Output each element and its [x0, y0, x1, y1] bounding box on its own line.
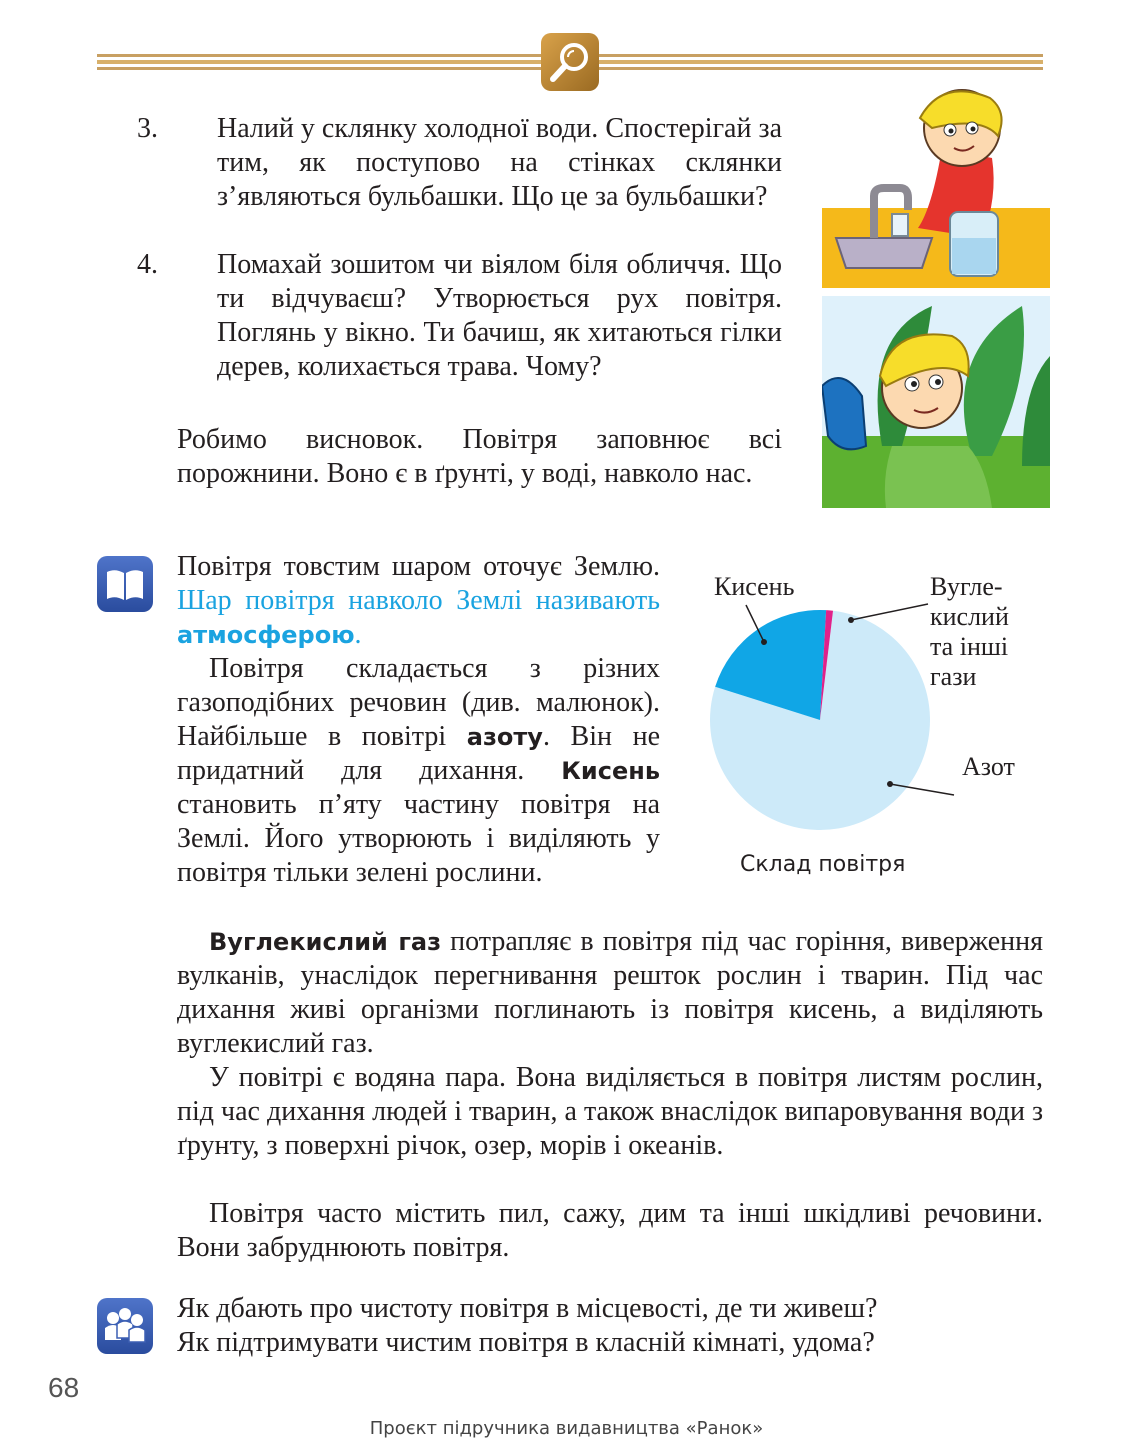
question-2: Як підтримувати чистим повітря в класній кімнаті, удома?: [177, 1327, 875, 1358]
p1-term: атмосферою: [177, 621, 355, 649]
p2-b: . Він не придатний для дихання.: [177, 721, 661, 786]
item-text: Помахай зошитом чи віялом біля обличчя. Що ти відчуваєш? Утворюється рух повітря. Поглянь у вікно. Ти бачиш, як хитаються гілки дерев, колихається трава. Чому?: [217, 249, 782, 382]
group-discussion-icon: [97, 1298, 153, 1354]
p1-dot: .: [354, 619, 362, 650]
p3-term-co2: Вуглекислий газ: [209, 928, 442, 956]
p2-c: становить п’яту частину повітря на Землі. Його утворюють і виділяють у повітря тільки зелені рослини.: [177, 789, 660, 888]
pie-label-nitrogen: Азот: [962, 752, 1015, 781]
p3-rest: потрапляє в повітря під час горіння, виверження вулканів, унаслідок перегнивання решток рослин і тварин. Під час дихання живі організми поглинають із повітря кисень, а виділяють вуглекислий газ.: [177, 926, 1043, 1059]
footer-note: Проєкт підручника видавництва «Ранок»: [369, 1418, 764, 1439]
pie-label-co2-line: гази: [930, 662, 977, 691]
discussion-questions: [177, 1292, 1043, 1360]
p2-term-nitrogen: азоту: [466, 723, 543, 751]
pie-label-oxygen: Кисень: [714, 572, 795, 601]
item-text: Налий у склянку холодної води. Спостерігай за тим, як поступово на стінках склянки з’являються бульбашки. Що це за бульбашки?: [217, 113, 782, 212]
conclusion-text: Робимо висновок. Повітря заповнює всі порожнини. Воно є в ґрунті, у воді, навколо нас.: [177, 424, 782, 489]
question-1: Як дбають про чистоту повітря в місцевості, де ти живеш?: [177, 1293, 878, 1324]
theory-paragraph-5: [177, 1197, 1043, 1265]
p4-text: У повітрі є водяна пара. Вона виділяється в повітря листям рослин, під час дихання людей і тварин, а також внаслідок випаровування води з ґрунту, з поверхні річок, озер, морів і океанів.: [177, 1062, 1043, 1161]
p1-blue: Шар повітря навколо Землі називають: [177, 585, 660, 616]
item-number: 4.: [137, 249, 158, 280]
pie-label-co2-line: кислий: [930, 602, 1009, 631]
chart-title: Склад повітря: [740, 852, 906, 877]
pie-label-co2-line: та інші: [930, 632, 1009, 661]
pie-label-co2-line: Вугле-: [930, 572, 1003, 601]
p2-a: Повітря складається з різних газоподібних речовин (див. малюнок). Найбільше в повітрі: [177, 653, 660, 752]
theory-paragraph-4: [177, 1061, 1043, 1163]
p1-plain: Повітря товстим шаром оточує Землю.: [177, 551, 660, 582]
p5-text: Повітря часто містить пил, сажу, дим та інші шкідливі речовини. Вони забруднюють повітря.: [177, 1198, 1043, 1263]
page-number: 68: [48, 1372, 80, 1403]
p2-term-oxygen: Кисень: [561, 757, 660, 785]
theory-paragraph-3: [177, 925, 1043, 1061]
item-number: 3.: [137, 113, 158, 144]
